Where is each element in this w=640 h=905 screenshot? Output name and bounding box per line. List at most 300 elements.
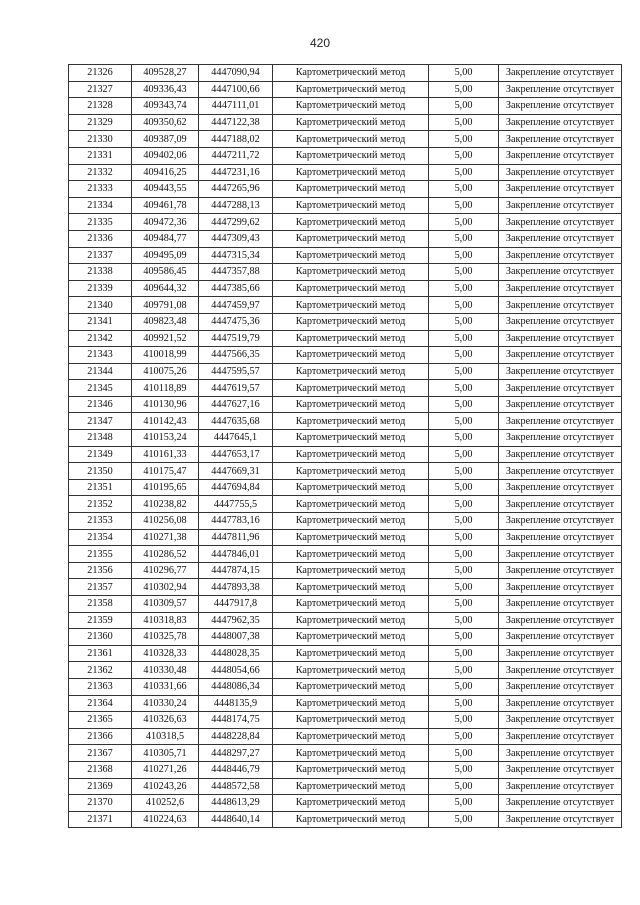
method-cell: Картометрический метод: [273, 347, 429, 364]
y-coordinate-cell: 4447459,97: [199, 297, 273, 314]
method-cell: Картометрический метод: [273, 181, 429, 198]
accuracy-cell: 5,00: [429, 761, 499, 778]
point-number-cell: 21356: [69, 562, 132, 579]
fixing-cell: Закрепление отсутствует: [499, 65, 622, 82]
x-coordinate-cell: 409387,09: [132, 131, 199, 148]
y-coordinate-cell: 4448640,14: [199, 811, 273, 828]
method-cell: Картометрический метод: [273, 164, 429, 181]
x-coordinate-cell: 410175,47: [132, 463, 199, 480]
method-cell: Картометрический метод: [273, 645, 429, 662]
fixing-cell: Закрепление отсутствует: [499, 811, 622, 828]
x-coordinate-cell: 410252,6: [132, 795, 199, 812]
method-cell: Картометрический метод: [273, 264, 429, 281]
accuracy-cell: 5,00: [429, 795, 499, 812]
point-number-cell: 21342: [69, 330, 132, 347]
accuracy-cell: 5,00: [429, 297, 499, 314]
table-row: [69, 695, 622, 712]
table-row: [69, 147, 622, 164]
method-cell: Картометрический метод: [273, 629, 429, 646]
table-row: [69, 114, 622, 131]
table-row: [69, 297, 622, 314]
accuracy-cell: 5,00: [429, 562, 499, 579]
method-cell: Картометрический метод: [273, 761, 429, 778]
fixing-cell: Закрепление отсутствует: [499, 529, 622, 546]
x-coordinate-cell: 409443,55: [132, 181, 199, 198]
x-coordinate-cell: 410326,63: [132, 712, 199, 729]
point-number-cell: 21348: [69, 430, 132, 447]
point-number-cell: 21340: [69, 297, 132, 314]
x-coordinate-cell: 410286,52: [132, 546, 199, 563]
accuracy-cell: 5,00: [429, 479, 499, 496]
table-row: [69, 529, 622, 546]
y-coordinate-cell: 4447211,72: [199, 147, 273, 164]
point-number-cell: 21326: [69, 65, 132, 82]
y-coordinate-cell: 4447265,96: [199, 181, 273, 198]
method-cell: Картометрический метод: [273, 513, 429, 530]
accuracy-cell: 5,00: [429, 164, 499, 181]
method-cell: Картометрический метод: [273, 546, 429, 563]
accuracy-cell: 5,00: [429, 430, 499, 447]
accuracy-cell: 5,00: [429, 197, 499, 214]
accuracy-cell: 5,00: [429, 214, 499, 231]
x-coordinate-cell: 410325,78: [132, 629, 199, 646]
method-cell: Картометрический метод: [273, 811, 429, 828]
accuracy-cell: 5,00: [429, 811, 499, 828]
table-row: [69, 761, 622, 778]
x-coordinate-cell: 410256,08: [132, 513, 199, 530]
method-cell: Картометрический метод: [273, 330, 429, 347]
y-coordinate-cell: 4447627,16: [199, 396, 273, 413]
point-number-cell: 21353: [69, 513, 132, 530]
point-number-cell: 21345: [69, 380, 132, 397]
fixing-cell: Закрепление отсутствует: [499, 330, 622, 347]
accuracy-cell: 5,00: [429, 662, 499, 679]
accuracy-cell: 5,00: [429, 596, 499, 613]
y-coordinate-cell: 4447694,84: [199, 479, 273, 496]
y-coordinate-cell: 4448028,35: [199, 645, 273, 662]
table-row: [69, 612, 622, 629]
y-coordinate-cell: 4447962,35: [199, 612, 273, 629]
fixing-cell: Закрепление отсутствует: [499, 629, 622, 646]
y-coordinate-cell: 4448572,58: [199, 778, 273, 795]
y-coordinate-cell: 4447111,01: [199, 98, 273, 115]
point-number-cell: 21327: [69, 81, 132, 98]
method-cell: Картометрический метод: [273, 795, 429, 812]
method-cell: Картометрический метод: [273, 446, 429, 463]
method-cell: Картометрический метод: [273, 297, 429, 314]
point-number-cell: 21334: [69, 197, 132, 214]
y-coordinate-cell: 4448054,66: [199, 662, 273, 679]
fixing-cell: Закрепление отсутствует: [499, 164, 622, 181]
table-row: [69, 463, 622, 480]
point-number-cell: 21366: [69, 728, 132, 745]
accuracy-cell: 5,00: [429, 114, 499, 131]
accuracy-cell: 5,00: [429, 81, 499, 98]
accuracy-cell: 5,00: [429, 65, 499, 82]
y-coordinate-cell: 4447385,66: [199, 280, 273, 297]
method-cell: Картометрический метод: [273, 529, 429, 546]
table-row: [69, 728, 622, 745]
table-row: [69, 496, 622, 513]
y-coordinate-cell: 4447231,16: [199, 164, 273, 181]
point-number-cell: 21352: [69, 496, 132, 513]
y-coordinate-cell: 4448135,9: [199, 695, 273, 712]
table-row: [69, 629, 622, 646]
fixing-cell: Закрепление отсутствует: [499, 413, 622, 430]
method-cell: Картометрический метод: [273, 778, 429, 795]
point-number-cell: 21338: [69, 264, 132, 281]
method-cell: Картометрический метод: [273, 280, 429, 297]
fixing-cell: Закрепление отсутствует: [499, 280, 622, 297]
x-coordinate-cell: 410153,24: [132, 430, 199, 447]
accuracy-cell: 5,00: [429, 629, 499, 646]
method-cell: Картометрический метод: [273, 662, 429, 679]
y-coordinate-cell: 4447653,17: [199, 446, 273, 463]
point-number-cell: 21336: [69, 230, 132, 247]
y-coordinate-cell: 4447090,94: [199, 65, 273, 82]
x-coordinate-cell: 409528,27: [132, 65, 199, 82]
x-coordinate-cell: 409484,77: [132, 230, 199, 247]
x-coordinate-cell: 410130,96: [132, 396, 199, 413]
method-cell: Картометрический метод: [273, 596, 429, 613]
x-coordinate-cell: 409402,06: [132, 147, 199, 164]
x-coordinate-cell: 410318,83: [132, 612, 199, 629]
y-coordinate-cell: 4447315,34: [199, 247, 273, 264]
x-coordinate-cell: 410330,24: [132, 695, 199, 712]
fixing-cell: Закрепление отсутствует: [499, 463, 622, 480]
table-row: [69, 778, 622, 795]
fixing-cell: Закрепление отсутствует: [499, 147, 622, 164]
point-number-cell: 21359: [69, 612, 132, 629]
y-coordinate-cell: 4447635,68: [199, 413, 273, 430]
x-coordinate-cell: 409343,74: [132, 98, 199, 115]
method-cell: Картометрический метод: [273, 380, 429, 397]
fixing-cell: Закрепление отсутствует: [499, 678, 622, 695]
method-cell: Картометрический метод: [273, 745, 429, 762]
accuracy-cell: 5,00: [429, 446, 499, 463]
method-cell: Картометрический метод: [273, 579, 429, 596]
point-number-cell: 21368: [69, 761, 132, 778]
table-row: [69, 347, 622, 364]
y-coordinate-cell: 4448228,84: [199, 728, 273, 745]
accuracy-cell: 5,00: [429, 778, 499, 795]
y-coordinate-cell: 4448446,79: [199, 761, 273, 778]
method-cell: Картометрический метод: [273, 114, 429, 131]
fixing-cell: Закрепление отсутствует: [499, 81, 622, 98]
accuracy-cell: 5,00: [429, 247, 499, 264]
table-row: [69, 197, 622, 214]
method-cell: Картометрический метод: [273, 313, 429, 330]
table-row: [69, 745, 622, 762]
point-number-cell: 21355: [69, 546, 132, 563]
fixing-cell: Закрепление отсутствует: [499, 230, 622, 247]
method-cell: Картометрический метод: [273, 81, 429, 98]
x-coordinate-cell: 409472,36: [132, 214, 199, 231]
y-coordinate-cell: 4448297,27: [199, 745, 273, 762]
x-coordinate-cell: 410318,5: [132, 728, 199, 745]
accuracy-cell: 5,00: [429, 396, 499, 413]
fixing-cell: Закрепление отсутствует: [499, 745, 622, 762]
method-cell: Картометрический метод: [273, 496, 429, 513]
method-cell: Картометрический метод: [273, 247, 429, 264]
accuracy-cell: 5,00: [429, 181, 499, 198]
accuracy-cell: 5,00: [429, 745, 499, 762]
fixing-cell: Закрепление отсутствует: [499, 446, 622, 463]
point-number-cell: 21370: [69, 795, 132, 812]
table-row: [69, 430, 622, 447]
table-row: [69, 330, 622, 347]
point-number-cell: 21350: [69, 463, 132, 480]
table-row: [69, 81, 622, 98]
fixing-cell: Закрепление отсутствует: [499, 579, 622, 596]
table-row: [69, 446, 622, 463]
method-cell: Картометрический метод: [273, 728, 429, 745]
fixing-cell: Закрепление отсутствует: [499, 596, 622, 613]
point-number-cell: 21358: [69, 596, 132, 613]
table-row: [69, 396, 622, 413]
table-row: [69, 645, 622, 662]
y-coordinate-cell: 4447475,36: [199, 313, 273, 330]
x-coordinate-cell: 410195,65: [132, 479, 199, 496]
method-cell: Картометрический метод: [273, 562, 429, 579]
method-cell: Картометрический метод: [273, 396, 429, 413]
y-coordinate-cell: 4448086,34: [199, 678, 273, 695]
y-coordinate-cell: 4448613,29: [199, 795, 273, 812]
accuracy-cell: 5,00: [429, 313, 499, 330]
table-row: [69, 811, 622, 828]
y-coordinate-cell: 4447619,57: [199, 380, 273, 397]
table-row: [69, 380, 622, 397]
fixing-cell: Закрепление отсутствует: [499, 396, 622, 413]
y-coordinate-cell: 4447811,96: [199, 529, 273, 546]
y-coordinate-cell: 4447357,88: [199, 264, 273, 281]
accuracy-cell: 5,00: [429, 363, 499, 380]
method-cell: Картометрический метод: [273, 147, 429, 164]
x-coordinate-cell: 410018,99: [132, 347, 199, 364]
point-number-cell: 21330: [69, 131, 132, 148]
accuracy-cell: 5,00: [429, 380, 499, 397]
accuracy-cell: 5,00: [429, 230, 499, 247]
x-coordinate-cell: 409644,32: [132, 280, 199, 297]
point-number-cell: 21333: [69, 181, 132, 198]
method-cell: Картометрический метод: [273, 98, 429, 115]
table-row: [69, 181, 622, 198]
point-number-cell: 21369: [69, 778, 132, 795]
method-cell: Картометрический метод: [273, 363, 429, 380]
accuracy-cell: 5,00: [429, 147, 499, 164]
method-cell: Картометрический метод: [273, 230, 429, 247]
x-coordinate-cell: 410296,77: [132, 562, 199, 579]
table-body: [69, 65, 622, 828]
fixing-cell: Закрепление отсутствует: [499, 214, 622, 231]
x-coordinate-cell: 410142,43: [132, 413, 199, 430]
x-coordinate-cell: 409416,25: [132, 164, 199, 181]
x-coordinate-cell: 409336,43: [132, 81, 199, 98]
fixing-cell: Закрепление отсутствует: [499, 264, 622, 281]
x-coordinate-cell: 410305,71: [132, 745, 199, 762]
point-number-cell: 21363: [69, 678, 132, 695]
table-row: [69, 164, 622, 181]
point-number-cell: 21354: [69, 529, 132, 546]
point-number-cell: 21360: [69, 629, 132, 646]
point-number-cell: 21365: [69, 712, 132, 729]
accuracy-cell: 5,00: [429, 463, 499, 480]
fixing-cell: Закрепление отсутствует: [499, 546, 622, 563]
y-coordinate-cell: 4447874,15: [199, 562, 273, 579]
point-number-cell: 21349: [69, 446, 132, 463]
method-cell: Картометрический метод: [273, 430, 429, 447]
table-row: [69, 214, 622, 231]
y-coordinate-cell: 4447595,57: [199, 363, 273, 380]
fixing-cell: Закрепление отсутствует: [499, 363, 622, 380]
method-cell: Картометрический метод: [273, 65, 429, 82]
accuracy-cell: 5,00: [429, 645, 499, 662]
point-number-cell: 21328: [69, 98, 132, 115]
y-coordinate-cell: 4447299,62: [199, 214, 273, 231]
fixing-cell: Закрепление отсутствует: [499, 98, 622, 115]
x-coordinate-cell: 410328,33: [132, 645, 199, 662]
y-coordinate-cell: 4448174,75: [199, 712, 273, 729]
fixing-cell: Закрепление отсутствует: [499, 761, 622, 778]
method-cell: Картометрический метод: [273, 463, 429, 480]
point-number-cell: 21337: [69, 247, 132, 264]
table-row: [69, 230, 622, 247]
method-cell: Картометрический метод: [273, 612, 429, 629]
x-coordinate-cell: 409495,09: [132, 247, 199, 264]
x-coordinate-cell: 410075,26: [132, 363, 199, 380]
fixing-cell: Закрепление отсутствует: [499, 197, 622, 214]
x-coordinate-cell: 409791,08: [132, 297, 199, 314]
point-number-cell: 21331: [69, 147, 132, 164]
accuracy-cell: 5,00: [429, 98, 499, 115]
x-coordinate-cell: 410118,89: [132, 380, 199, 397]
point-number-cell: 21347: [69, 413, 132, 430]
point-number-cell: 21343: [69, 347, 132, 364]
fixing-cell: Закрепление отсутствует: [499, 313, 622, 330]
table-row: [69, 562, 622, 579]
y-coordinate-cell: 4447755,5: [199, 496, 273, 513]
accuracy-cell: 5,00: [429, 728, 499, 745]
y-coordinate-cell: 4447566,35: [199, 347, 273, 364]
accuracy-cell: 5,00: [429, 678, 499, 695]
point-number-cell: 21346: [69, 396, 132, 413]
point-number-cell: 21341: [69, 313, 132, 330]
table-row: [69, 264, 622, 281]
table-row: [69, 98, 622, 115]
table-row: [69, 795, 622, 812]
fixing-cell: Закрепление отсутствует: [499, 562, 622, 579]
accuracy-cell: 5,00: [429, 347, 499, 364]
method-cell: Картометрический метод: [273, 197, 429, 214]
fixing-cell: Закрепление отсутствует: [499, 662, 622, 679]
point-number-cell: 21339: [69, 280, 132, 297]
method-cell: Картометрический метод: [273, 479, 429, 496]
y-coordinate-cell: 4447846,01: [199, 546, 273, 563]
fixing-cell: Закрепление отсутствует: [499, 513, 622, 530]
point-number-cell: 21329: [69, 114, 132, 131]
point-number-cell: 21361: [69, 645, 132, 662]
x-coordinate-cell: 410302,94: [132, 579, 199, 596]
point-number-cell: 21362: [69, 662, 132, 679]
table-row: [69, 247, 622, 264]
accuracy-cell: 5,00: [429, 513, 499, 530]
method-cell: Картометрический метод: [273, 712, 429, 729]
accuracy-cell: 5,00: [429, 330, 499, 347]
fixing-cell: Закрепление отсутствует: [499, 347, 622, 364]
fixing-cell: Закрепление отсутствует: [499, 114, 622, 131]
fixing-cell: Закрепление отсутствует: [499, 247, 622, 264]
fixing-cell: Закрепление отсутствует: [499, 131, 622, 148]
method-cell: Картометрический метод: [273, 131, 429, 148]
point-number-cell: 21332: [69, 164, 132, 181]
table-row: [69, 513, 622, 530]
y-coordinate-cell: 4447288,13: [199, 197, 273, 214]
table-row: [69, 313, 622, 330]
table-row: [69, 479, 622, 496]
method-cell: Картометрический метод: [273, 695, 429, 712]
y-coordinate-cell: 4447122,38: [199, 114, 273, 131]
fixing-cell: Закрепление отсутствует: [499, 380, 622, 397]
fixing-cell: Закрепление отсутствует: [499, 728, 622, 745]
fixing-cell: Закрепление отсутствует: [499, 479, 622, 496]
table-row: [69, 596, 622, 613]
fixing-cell: Закрепление отсутствует: [499, 612, 622, 629]
table-row: [69, 579, 622, 596]
fixing-cell: Закрепление отсутствует: [499, 795, 622, 812]
accuracy-cell: 5,00: [429, 579, 499, 596]
y-coordinate-cell: 4447519,79: [199, 330, 273, 347]
table-row: [69, 546, 622, 563]
fixing-cell: Закрепление отсутствует: [499, 181, 622, 198]
point-number-cell: 21367: [69, 745, 132, 762]
method-cell: Картометрический метод: [273, 413, 429, 430]
point-number-cell: 21351: [69, 479, 132, 496]
page-number: 420: [309, 36, 331, 50]
y-coordinate-cell: 4448007,38: [199, 629, 273, 646]
x-coordinate-cell: 410331,66: [132, 678, 199, 695]
accuracy-cell: 5,00: [429, 529, 499, 546]
table-row: [69, 280, 622, 297]
table-row: [69, 363, 622, 380]
y-coordinate-cell: 4447893,38: [199, 579, 273, 596]
y-coordinate-cell: 4447783,16: [199, 513, 273, 530]
method-cell: Картометрический метод: [273, 214, 429, 231]
x-coordinate-cell: 409921,52: [132, 330, 199, 347]
x-coordinate-cell: 409350,62: [132, 114, 199, 131]
y-coordinate-cell: 4447309,43: [199, 230, 273, 247]
fixing-cell: Закрепление отсутствует: [499, 297, 622, 314]
point-number-cell: 21335: [69, 214, 132, 231]
accuracy-cell: 5,00: [429, 280, 499, 297]
point-number-cell: 21357: [69, 579, 132, 596]
accuracy-cell: 5,00: [429, 712, 499, 729]
point-number-cell: 21344: [69, 363, 132, 380]
x-coordinate-cell: 410271,38: [132, 529, 199, 546]
y-coordinate-cell: 4447100,66: [199, 81, 273, 98]
coordinates-table: [68, 64, 622, 828]
method-cell: Картометрический метод: [273, 678, 429, 695]
fixing-cell: Закрепление отсутствует: [499, 496, 622, 513]
fixing-cell: Закрепление отсутствует: [499, 430, 622, 447]
x-coordinate-cell: 410238,82: [132, 496, 199, 513]
accuracy-cell: 5,00: [429, 546, 499, 563]
x-coordinate-cell: 410330,48: [132, 662, 199, 679]
x-coordinate-cell: 409823,48: [132, 313, 199, 330]
x-coordinate-cell: 410271,26: [132, 761, 199, 778]
y-coordinate-cell: 4447917,8: [199, 596, 273, 613]
accuracy-cell: 5,00: [429, 264, 499, 281]
accuracy-cell: 5,00: [429, 131, 499, 148]
